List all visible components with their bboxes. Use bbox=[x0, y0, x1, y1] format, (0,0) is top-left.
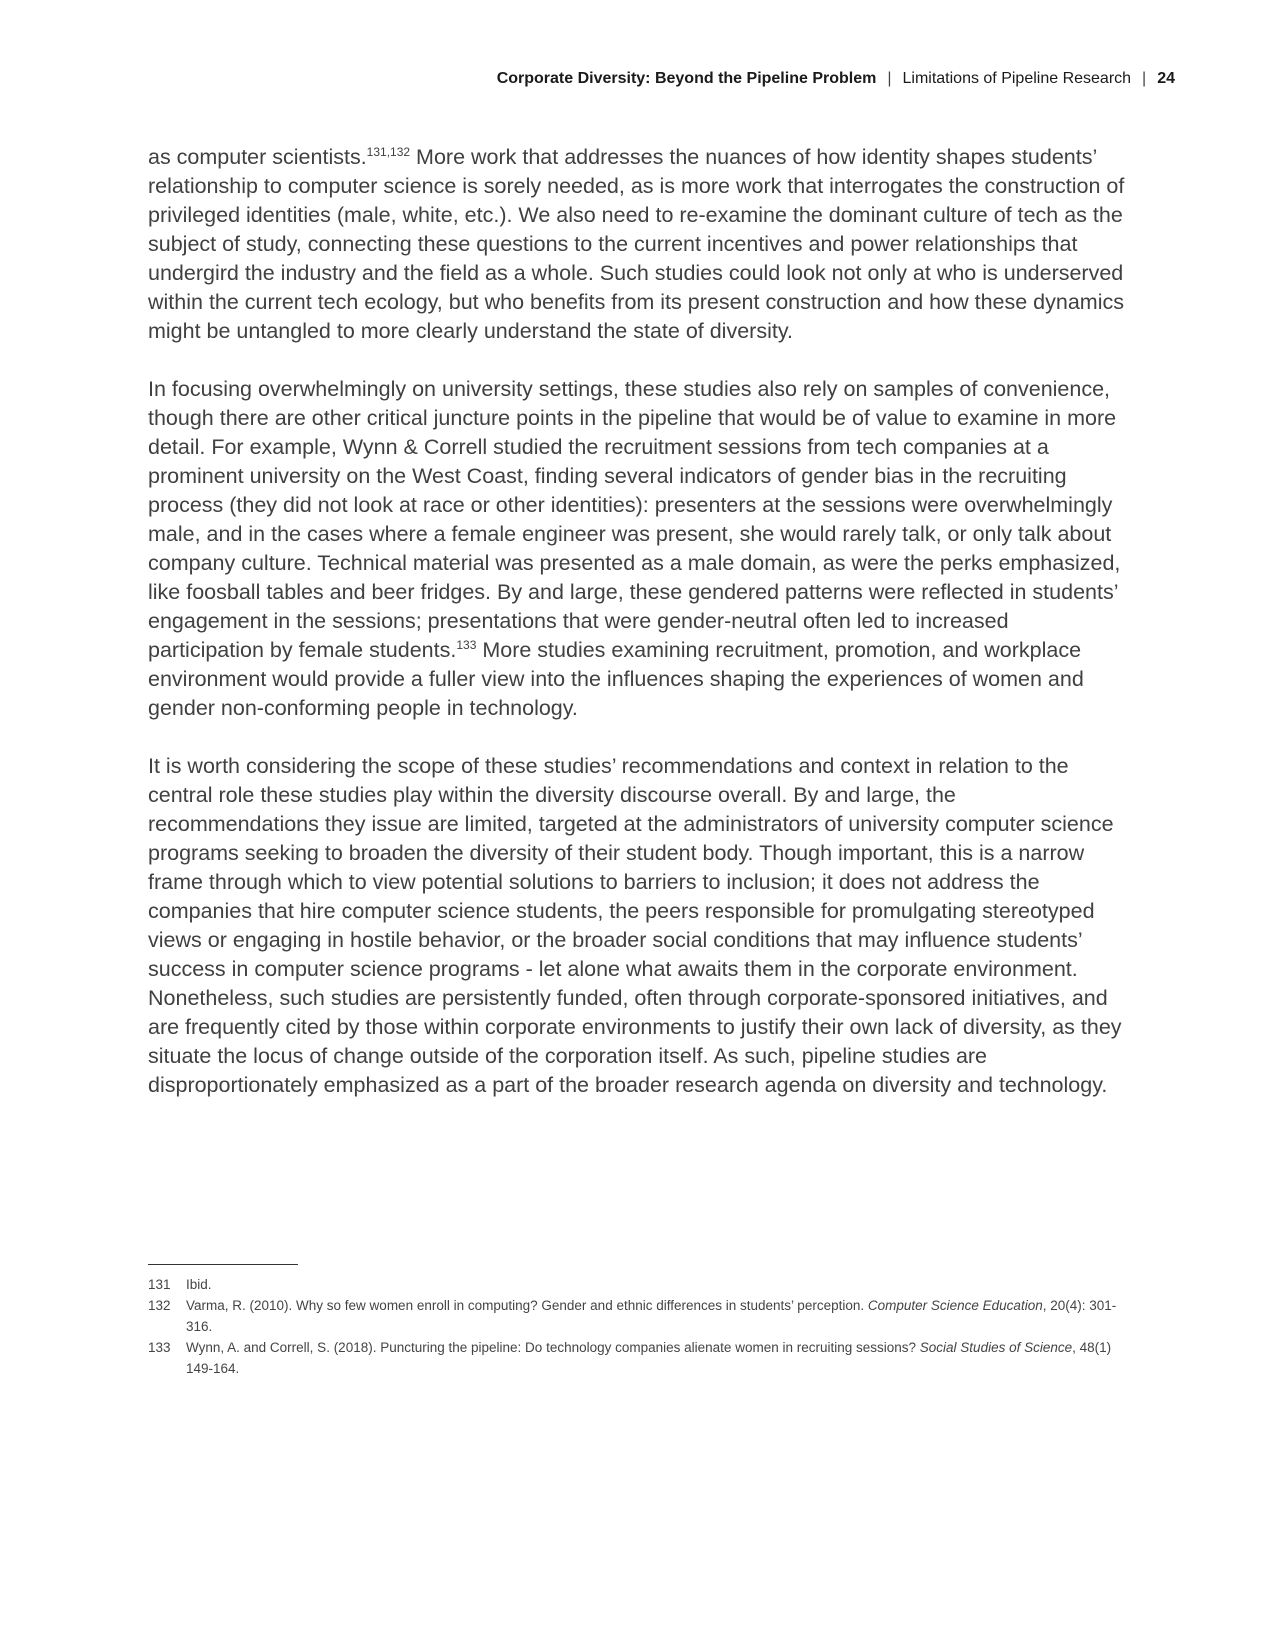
header-separator: | bbox=[887, 70, 892, 87]
paragraph-3: It is worth considering the scope of these studies’ recommendations and context in relation to the central role these studies play within the diversity discourse overall. By and large, the recommendations they issue are limited, targeted at the administrators of university computer science programs seeking to broaden the diversity of their student body. Though important, this is a narrow frame through which to view potential solutions to barriers to inclusion; it does not address the companies that hire computer science students, the peers responsible for promulgating stereotyped views or engaging in hostile behavior, or the broader social conditions that may influence students’ success in computer science programs - let alone what awaits them in the corporate environment. Nonetheless, such studies are persistently funded, often through corporate-sponsored initiatives, and are frequently cited by those within corporate environments to justify their own lack of diversity, as they situate the locus of change outside of the corporation itself. As such, pipeline studies are disproportionately emphasized as a part of the broader research agenda on diversity and technology. bbox=[148, 754, 1122, 1097]
running-header bbox=[497, 70, 1175, 88]
page-number: 24 bbox=[1157, 70, 1175, 87]
footnote-number: 133 bbox=[148, 1340, 171, 1355]
body-text bbox=[148, 143, 1128, 1129]
paragraph-text: More studies examining recruitment, promotion, and workplace environment would provide a fuller view into the influences shaping the experiences of women and gender non-conforming people in technology. bbox=[148, 638, 1084, 720]
footnote-text bbox=[186, 1295, 1128, 1337]
footnote-text bbox=[186, 1337, 1128, 1379]
footnotes bbox=[148, 1274, 1128, 1379]
footnote-text: Ibid. bbox=[186, 1277, 212, 1292]
footnote-number: 132 bbox=[148, 1298, 171, 1313]
footnote bbox=[148, 1295, 1128, 1337]
header-separator: | bbox=[1142, 70, 1147, 87]
journal-title: Computer Science Education bbox=[867, 1298, 1043, 1313]
document-title: Corporate Diversity: Beyond the Pipeline Problem bbox=[496, 70, 877, 87]
footnote bbox=[148, 1337, 1128, 1379]
journal-title: Social Studies of Science bbox=[919, 1340, 1073, 1355]
citation-tail: , 20(4): 301-316. bbox=[186, 1298, 1117, 1334]
paragraph-1 bbox=[148, 143, 1128, 346]
footnote-divider bbox=[148, 1264, 298, 1265]
paragraph-text: as computer scientists. bbox=[148, 145, 367, 169]
section-title: Limitations of Pipeline Research bbox=[902, 70, 1132, 87]
footnote-ref: 133 bbox=[456, 638, 477, 652]
citation-text: Wynn, A. and Correll, S. (2018). Puncturing the pipeline: Do technology companies alienate women in recruiting sessions? bbox=[186, 1340, 920, 1355]
paragraph-2 bbox=[148, 375, 1128, 723]
citation-tail: , 48(1) 149-164. bbox=[186, 1340, 1112, 1376]
paragraph-text: More work that addresses the nuances of how identity shapes students’ relationship to computer science is sorely needed, as is more work that interrogates the construction of privileged identities (male, white, etc.). We also need to re-examine the dominant culture of tech as the subject of study, connecting these questions to the current incentives and power relationships that undergird the industry and the field as a whole. Such studies could look not only at who is underserved within the current tech ecology, but who benefits from its present construction and how these dynamics might be untangled to more clearly understand the state of diversity. bbox=[148, 145, 1125, 343]
citation-text: Varma, R. (2010). Why so few women enroll in computing? Gender and ethnic differences in students’ perception. bbox=[186, 1298, 868, 1313]
footnote bbox=[148, 1274, 1128, 1295]
footnote-ref: 131,132 bbox=[366, 145, 411, 159]
paragraph-text: In focusing overwhelmingly on university settings, these studies also rely on samples of convenience, though there are other critical juncture points in the pipeline that would be of value to examine in more detail. For example, Wynn & Correll studied the recruitment sessions from tech companies at a prominent university on the West Coast, finding several indicators of gender bias in the recruiting process (they did not look at race or other identities): presenters at the sessions were overwhelmingly male, and in the cases where a female engineer was present, she would rarely talk, or only talk about company culture. Technical material was presented as a male domain, as were the perks emphasized, like foosball tables and beer fridges. By and large, these gendered patterns were reflected in students’ engagement in the sessions; presentations that were gender-neutral often led to increased participation by female students. bbox=[148, 377, 1121, 662]
footnote-number: 131 bbox=[148, 1277, 171, 1292]
